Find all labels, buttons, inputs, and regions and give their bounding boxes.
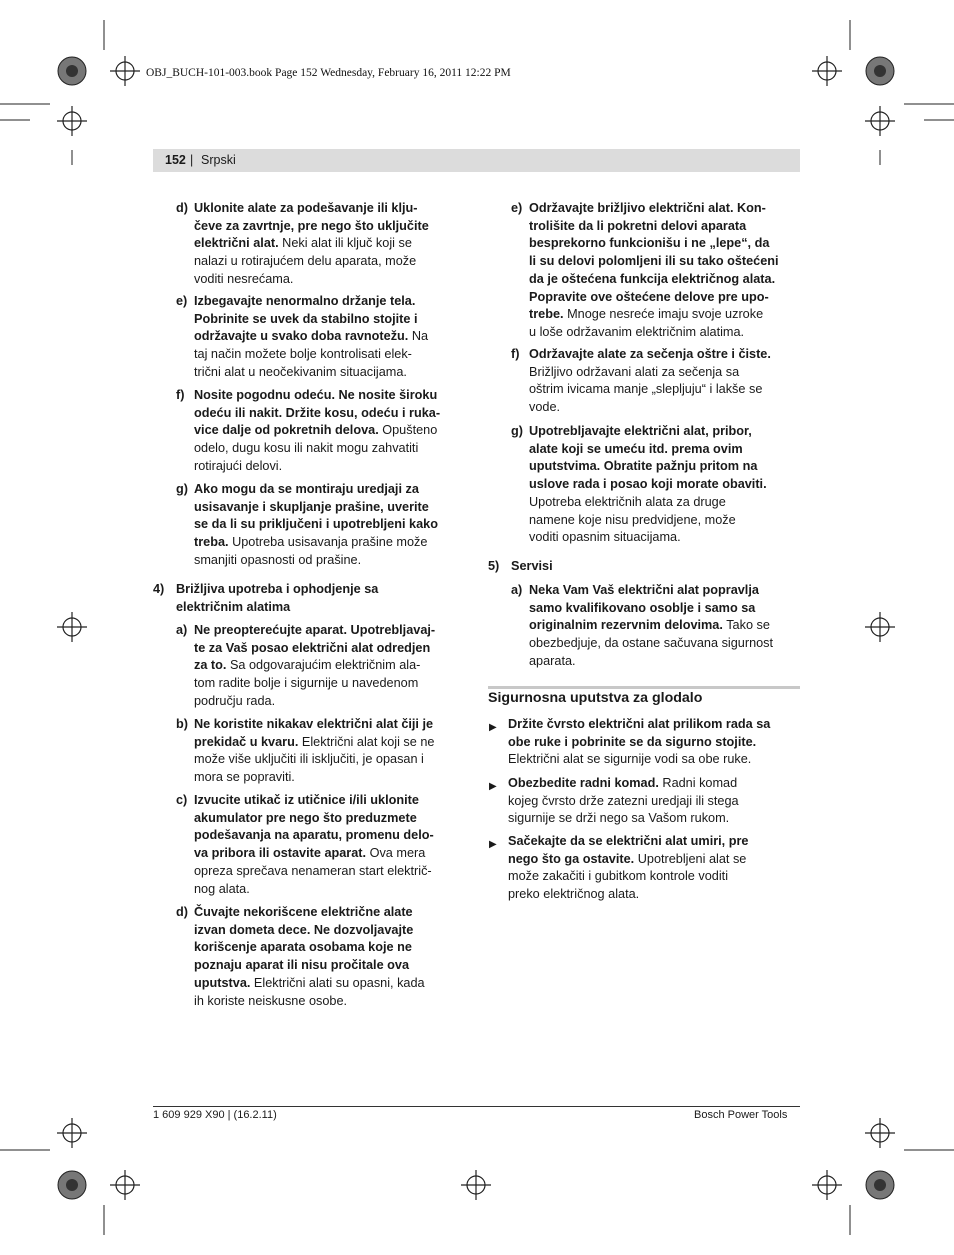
list-item-left-2	[176, 387, 469, 476]
item-label: d)	[176, 905, 188, 919]
bullet-item	[489, 775, 803, 828]
triangle-bullet-icon: ▶	[489, 839, 497, 850]
item-body-text: Neki alat ili ključ koji se nalazi u rotirajućem delu aparata, može voditi nesrećama.	[194, 236, 417, 286]
list-item-sec4-1	[176, 716, 469, 787]
section-5-text: Servisi	[511, 559, 553, 573]
list-item-sec4-2	[176, 792, 469, 898]
item-bold-text: Upotrebljavajte električni alat, pribor, alate koji se umeću itd. prema ovim uputstvima. Obratite pažnju pritom na uslove rada i posao koji morate obaviti.	[529, 424, 767, 492]
item-bold-text: Obezbedite radni komad.	[508, 776, 659, 790]
item-body-text: Upotrebljeni alat se može zakačiti i gubitkom kontrole voditi preko električnog alata.	[508, 851, 747, 902]
item-body-text: Upotreba usisavanja prašine može smanjiti opasnosti od prašine.	[194, 535, 428, 567]
list-item-right-2	[511, 423, 804, 547]
item-label: f)	[511, 347, 520, 361]
list-item-left-0	[176, 200, 469, 289]
item-bold-text: Sačekajte da se električni alat umiri, pre nego što ga ostavite.	[508, 834, 749, 866]
footer-doc-number: 1 609 929 X90 | (16.2.11)	[153, 1109, 277, 1121]
list-item-right-1	[511, 346, 804, 417]
item-bold-text: Održavajte brižljivo električni alat. Kon- trolišite da li pokretni delovi aparata besprekorno funkcionišu i ne „lepe“, da li su delovi polomljeni ili su tako oštećeni da je oštećena funkcija električnog alata. Popravite ove oštećene delove pre upo- trebe.	[529, 201, 779, 322]
item-label: a)	[511, 583, 523, 597]
section-5-title	[488, 558, 553, 576]
item-label: f)	[176, 388, 185, 402]
bullet-item	[489, 716, 803, 769]
footer-rule	[153, 1106, 800, 1107]
item-body-text: Radni komad kojeg čvrsto drže zatezni uredjaji ili stega sigurnije se drži nego sa Vašom rukom.	[508, 776, 739, 826]
section-heading: Sigurnosna uputstva za glodalo	[488, 690, 703, 706]
print-header: OBJ_BUCH-101-003.book Page 152 Wednesday, February 16, 2011 12:22 PM	[146, 67, 511, 79]
page-number: 152	[165, 153, 186, 167]
item-label: e)	[176, 294, 188, 308]
item-bold-text: Izbegavajte nenormalno držanje tela. Pobrinite se uvek da stabilno stojite i održavajte u svako doba ravnotežu.	[194, 294, 418, 344]
section-5-number: 5)	[488, 559, 500, 573]
triangle-bullet-icon: ▶	[489, 722, 497, 733]
section-4-number: 4)	[153, 582, 165, 596]
list-item-right-0	[511, 200, 804, 342]
item-body-text: Električni alat se sigurnije vodi sa obe ruke.	[508, 752, 752, 767]
item-body-text: Električni alati su opasni, kada ih koriste neiskusne osobe.	[194, 975, 425, 1008]
item-body-text: Upotreba električnih alata za druge namene koje nisu predvidjene, može voditi opasnim situacijama.	[529, 494, 736, 545]
list-item-left-3	[176, 481, 469, 570]
item-body-text: Električni alat koji se ne može više uključiti ili isključiti, je opasan i mora se popraviti.	[194, 734, 435, 785]
item-body-text: Ova mera opreza sprečava nenameran start električ- nog alata.	[194, 846, 432, 896]
page-separator: |	[190, 153, 194, 167]
section-4-text: Brižljiva upotreba i ophodjenje sa električnim alatima	[176, 582, 379, 614]
item-body-text: Brižljivo održavani alati za sečenja sa oštrim ivicama manje „slepljuju“ i lakše se vode.	[529, 364, 763, 415]
triangle-bullet-icon: ▶	[489, 781, 497, 792]
footer-brand: Bosch Power Tools	[694, 1109, 788, 1121]
section-4-title	[153, 581, 379, 616]
bullet-item	[489, 833, 803, 904]
item-bold-text: Ne koristite nikakav električni alat čiji je prekidač u kvaru.	[194, 717, 434, 749]
list-item-sec4-3	[176, 904, 469, 1010]
item-body-text: Mnoge nesreće imaju svoje uzroke u loše održavanim električnim alatima.	[529, 307, 764, 339]
item-bold-text: Nosite pogodnu odeću. Ne nosite široku odeću ili nakit. Držite kosu, odeću i ruka- vice dalje od pokretnih delova.	[194, 388, 441, 438]
item-label: b)	[176, 717, 188, 731]
item-body-text: Tako se obezbedjuje, da ostane sačuvana sigurnost aparata.	[529, 618, 774, 668]
item-label: a)	[176, 623, 188, 637]
list-item-left-1	[176, 293, 469, 382]
list-item-sec5-0	[511, 582, 804, 671]
item-bold-text: Neka Vam Vaš električni alat popravlja samo kvalifikovano osoblje i samo sa originalnim rezervnim delovima.	[529, 583, 759, 633]
item-label: g)	[511, 424, 523, 438]
item-bold-text: Čuvajte nekorišcene električne alate izvan dometa dece. Ne dozvoljavajte korišcenje aparata osobama koje ne poznaju aparat ili nisu pročitale ova uputstva.	[194, 905, 414, 990]
page-header	[153, 149, 800, 172]
item-label: c)	[176, 793, 188, 807]
item-bold-text: Držite čvrsto električni alat prilikom rada sa obe ruke i pobrinite se da sigurno stojite.	[508, 717, 771, 749]
list-item-sec4-0	[176, 622, 469, 711]
item-bold-text: Uklonite alate za podešavanje ili klju- čeve za zavrtnje, pre nego što uključite električni alat.	[194, 201, 429, 251]
item-label: e)	[511, 201, 523, 215]
page-language: Srpski	[201, 153, 236, 167]
item-bold-text: Održavajte alate za sečenja oštre i čiste.	[529, 347, 771, 361]
item-body-text: Opušteno odelo, dugu kosu ili nakit mogu zahvatiti rotirajući delovi.	[194, 423, 438, 473]
item-bold-text: Izvucite utikač iz utičnice i/ili uklonite akumulator pre nego što preduzmete podešavanja na aparatu, promenu delo- va pribora ili ostavite aparat.	[194, 793, 434, 861]
item-bold-text: Ako mogu da se montiraju uredjaji za usisavanje i skupljanje prašine, uverite se da li su priključeni i upotrebljeni kako treba.	[194, 482, 438, 550]
item-bold-text: Ne preopterećujte aparat. Upotrebljavaj- te za Vaš posao električni alat odredjen za to.	[194, 623, 436, 673]
item-label: d)	[176, 201, 188, 215]
section-divider	[488, 686, 800, 689]
item-body-text: Sa odgovarajućim električnim ala- tom radite bolje i sigurnije u navedenom području rada.	[194, 658, 421, 708]
item-label: g)	[176, 482, 188, 496]
item-body-text: Na taj način možete bolje kontrolisati elek- trični alat u neočekivanim situacijama.	[194, 329, 429, 379]
